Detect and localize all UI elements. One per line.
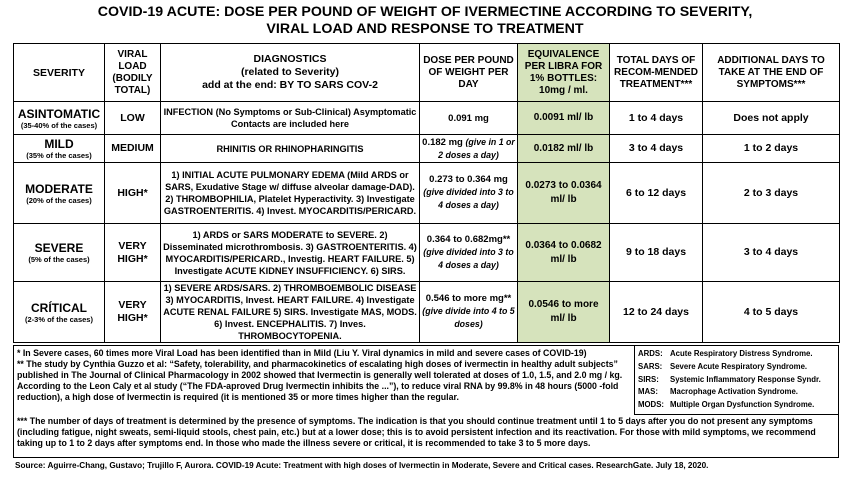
notes-left-column — [17, 348, 629, 403]
footnote-treatment-days: *** The number of days of treatment is determined by the presence of symptoms. The indication is that you should continue treatment until 1 to 5 days after you do not present any symptoms (including fatigue, night sweats, semi-liquid stools, chest pain, etc.) but at a lower dose; this is to avoid persistent infection and its reactivation. For those with mild symptoms, we recommend taking up to 1 to 2 days after symptoms end. In those who made the illness severe or critical, it is recommended to take 3 to 5 more days. — [17, 416, 816, 448]
table-row — [14, 102, 840, 135]
equivalence-cell: 0.0091 ml/ lb — [518, 102, 610, 135]
abbreviation-value: Systemic Inflammatory Response Syndr. — [670, 374, 821, 384]
viral-load-cell: MEDIUM — [105, 135, 161, 163]
equivalence-cell: 0.0182 ml/ lb — [518, 135, 610, 163]
diagnostics-cell: 1) ARDS or SARS MODERATE to SEVERE. 2) Disseminated microthrombosis. 3) GASTROENTERITIS. 4) MYOCARDITIS/PERICARD., Investig. HEART FAILURE. 5) Investigate ACUTE KIDNEY INSUFFICIENCY. 6) SIRS. — [161, 224, 420, 282]
header-diagnostics — [161, 44, 420, 102]
severity-note: (2-3% of the cases) — [25, 314, 93, 324]
abbreviation-key: ARDS: — [638, 349, 663, 358]
equivalence-cell: 0.0364 to 0.0682 ml/ lb — [518, 224, 610, 282]
header-dose: DOSE PER POUND OF WEIGHT PER DAY — [420, 44, 518, 102]
abbreviation-key: MODS: — [638, 400, 664, 410]
dose-value: 0.546 to more mg** — [425, 293, 512, 304]
abbreviation-value: Multiple Organ Dysfunction Syndrome. — [670, 400, 815, 410]
table-row — [14, 282, 840, 343]
severity-note: (35% of the cases) — [26, 151, 92, 160]
viral-load-cell: HIGH* — [105, 163, 161, 224]
abbreviation-key: SIRS: — [638, 374, 659, 384]
additional-days-cell: 4 to 5 days — [703, 282, 840, 343]
table-row — [14, 135, 840, 163]
total-days-cell: 3 to 4 days — [610, 135, 703, 163]
severity-cell — [14, 282, 105, 343]
dose-cell — [420, 102, 518, 135]
header-equivalence: EQUIVALENCE PER LIBRA FOR 1% BOTTLES: 10mg / ml. — [518, 44, 610, 102]
total-days-cell: 1 to 4 days — [610, 102, 703, 135]
header-additional-days: ADDITIONAL DAYS TO TAKE AT THE END OF SYMPTOMS*** — [703, 44, 840, 102]
severity-label: CRÍTICAL — [31, 300, 87, 315]
equivalence-cell: 0.0273 to 0.0364 ml/ lb — [518, 163, 610, 224]
diagnostics-title: DIAGNOSTICS — [253, 53, 327, 65]
header-severity: SEVERITY — [14, 44, 105, 102]
diagnostics-subtitle-2: add at the end: BY TO SARS COV-2 — [202, 79, 378, 91]
severity-label: ASINTOMATIC — [17, 106, 101, 121]
dose-value: 0.091 mg — [448, 112, 489, 124]
dose-value: 0.182 mg — [422, 136, 463, 148]
abbreviation-item — [638, 361, 835, 374]
severity-label: MILD — [44, 137, 74, 151]
dose-value: 0.364 to 0.682mg** — [426, 233, 511, 245]
severity-note: (35-40% of the cases) — [20, 120, 98, 130]
diagnostics-cell: 1) SEVERE ARDS/SARS. 2) THROMBOEMBOLIC DISEASE 3) MYOCARDITIS, Invest. HEART FAILURE. 4) Investigate ACUTE RENAL FAILURE 5) SIRS. Investigate MAS, MODS. 6) Invest. ENCEPHALITIS. 7) Inves. THROMBOCYTOPENIA. — [161, 282, 420, 343]
additional-days-cell: Does not apply — [703, 102, 840, 135]
abbreviation-key: SARS: — [638, 361, 663, 371]
severity-note: (20% of the cases) — [26, 195, 92, 205]
table-row — [14, 224, 840, 282]
abbreviation-item — [638, 348, 835, 361]
document-title — [0, 4, 850, 38]
total-days-cell: 6 to 12 days — [610, 163, 703, 224]
severity-cell — [14, 102, 105, 135]
severity-label: MODERATE — [25, 181, 93, 196]
dose-note: (give divide into 4 to 5 doses) — [422, 306, 515, 329]
dose-note: (give divided into 3 to 4 doses a day) — [423, 187, 514, 210]
equivalence-cell: 0.0546 to more ml/ lb — [518, 282, 610, 343]
dosage-table — [13, 43, 840, 343]
abbreviation-value: Macrophage Activation Syndrome. — [670, 387, 798, 397]
abbreviation-item — [638, 374, 835, 387]
abbreviation-item — [638, 399, 835, 412]
abbreviation-value: Severe Acute Respiratory Syndrome. — [670, 361, 808, 371]
abbreviation-key: MAS: — [638, 387, 658, 397]
dose-cell — [420, 224, 518, 282]
diagnostics-subtitle-1: (related to Severity) — [240, 66, 340, 78]
header-total-days: TOTAL DAYS OF RECOM-MENDED TREATMENT*** — [610, 44, 703, 102]
dose-cell — [420, 163, 518, 224]
dose-note: (give in 1 or 2 doses a day) — [438, 136, 515, 160]
abbreviations-box — [634, 346, 838, 415]
viral-load-cell: VERY HIGH* — [105, 224, 161, 282]
title-line-2: VIRAL LOAD AND RESPONSE TO TREATMENT — [266, 21, 584, 37]
source-citation: Source: Aguirre-Chang, Gustavo; Trujillo F, Aurora. COVID-19 Acute: Treatment with high doses of Ivermectin in Moderate, Severe and Critical cases. ResearchGate. July 18, 2020. — [15, 461, 709, 470]
viral-load-cell: LOW — [105, 102, 161, 135]
footnote-viral-load: * In Severe cases, 60 times more Viral Load has been identified than in Mild (Liu Y. Viral dynamics in mild and severe cases of COVID-19) — [17, 348, 587, 358]
severity-cell — [14, 135, 105, 163]
abbreviation-value: Acute Respiratory Distress Syndrome. — [670, 349, 813, 358]
diagnostics-cell: 1) INITIAL ACUTE PULMONARY EDEMA (Mild ARDS or SARS, Exudative Stage w/ diffuse alveolar damage-DAD). 2) THROMBOPHILIA, Platelet Hyperactivity. 3) Investigate GASTROENTERITIS. 4) Invest. MYOCARDITIS/PERICARD. — [161, 163, 420, 224]
footnote-study: ** The study by Cynthia Guzzo et al: “Safety, tolerability, and pharmacokinetics of escalating high doses of ivermectin in healthy adult subjects” published in The Journal of Clinical Pharmacology in 2002 showed that Ivermectin is generally well tolerated at doses of 1.0, 1.5, and 2.0 mg / kg. According to the Leon Caly et al study (“The FDA-aproved Drug Ivermectin inhibits the ...”), to reduce viral RNA by 99.8% in 48 hours (5000 -fold reduction), a high dose of Ivermectin is required (it is mentioned 35 or more times higher than the regular. — [17, 359, 623, 402]
dose-cell — [420, 135, 518, 163]
severity-label: SEVERE — [34, 241, 84, 255]
viral-load-cell: VERY HIGH* — [105, 282, 161, 343]
severity-cell — [14, 224, 105, 282]
additional-days-cell: 2 to 3 days — [703, 163, 840, 224]
severity-cell — [14, 163, 105, 224]
total-days-cell: 9 to 18 days — [610, 224, 703, 282]
total-days-cell: 12 to 24 days — [610, 282, 703, 343]
diagnostics-cell: RHINITIS OR RHINOPHARINGITIS — [161, 135, 420, 163]
header-row — [14, 44, 840, 102]
title-line-1: COVID-19 ACUTE: DOSE PER POUND OF WEIGHT OF IVERMECTINE ACCORDING TO SEVERITY, — [97, 4, 753, 20]
dose-cell — [420, 282, 518, 343]
notes-box — [13, 345, 839, 458]
abbreviation-item — [638, 386, 835, 399]
table-row — [14, 163, 840, 224]
additional-days-cell: 3 to 4 days — [703, 224, 840, 282]
severity-note: (5% of the cases) — [28, 255, 90, 264]
diagnostics-cell: INFECTION (No Symptoms or Sub-Clinical) Asymptomatic Contacts are included here — [161, 102, 420, 135]
dose-value: 0.273 to 0.364 mg — [429, 174, 508, 185]
additional-days-cell: 1 to 2 days — [703, 135, 840, 163]
dose-note: (give divided into 3 to 4 doses a day) — [423, 246, 514, 270]
header-viral-load: VIRAL LOAD (BODILY TOTAL) — [105, 44, 161, 102]
